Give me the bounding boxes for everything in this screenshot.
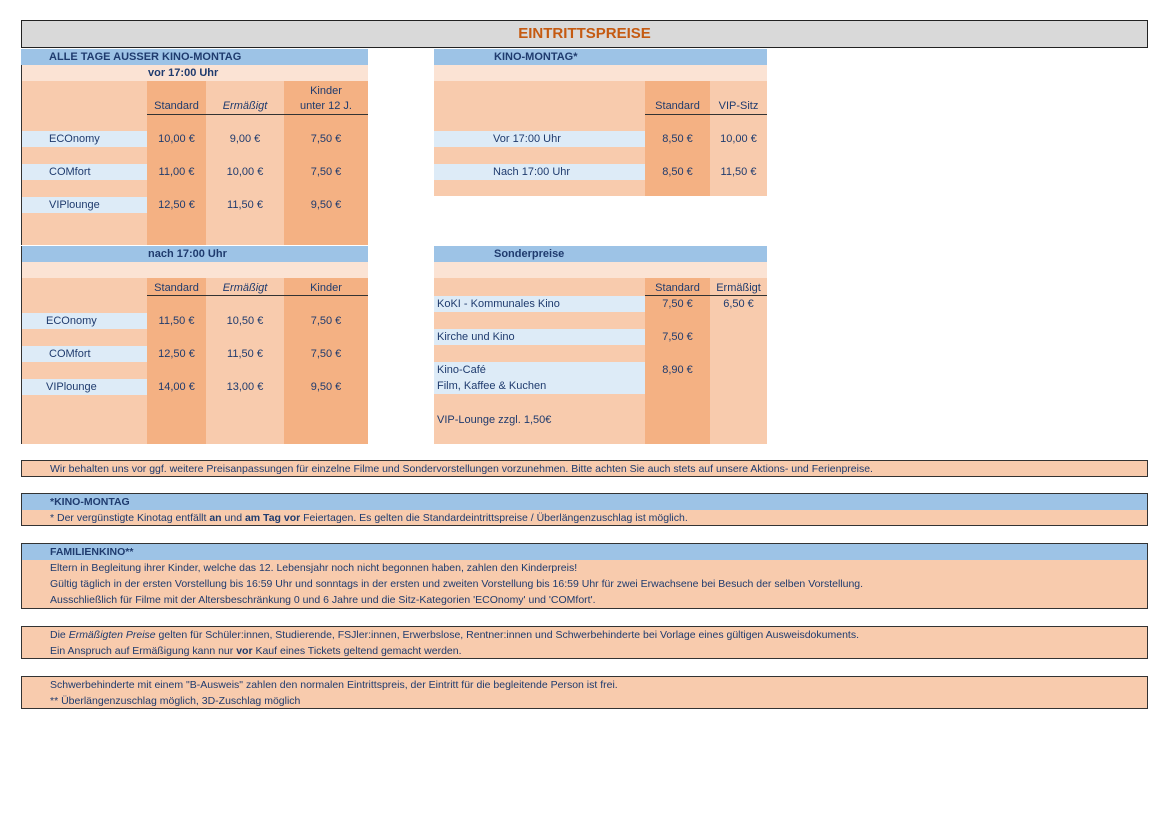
col-kids: Kinder xyxy=(310,85,342,97)
text-bold: an xyxy=(209,512,222,524)
price: 7,50 € xyxy=(310,348,342,360)
kino-montag-note xyxy=(21,493,1148,526)
note-title: FAMILIENKINO** xyxy=(50,546,134,558)
cafe-subtitle: Film, Kaffee & Kuchen xyxy=(437,380,547,392)
price: 7,50 € xyxy=(310,315,342,327)
row-name: Vor 17:00 Uhr xyxy=(493,133,561,145)
note-text xyxy=(50,644,462,658)
note-text: Gültig täglich in der ersten Vorstellung bis 16:59 Uhr und sonntags in der ersten und zweiten Vorstellung bis 16:59 Uhr für zwei Erwachsene bei Besuch der selben Vorstellung. xyxy=(50,578,864,590)
text-span: Kauf eines Tickets geltend gemacht werden. xyxy=(252,645,462,657)
text-italic: Ermäßigten Preise xyxy=(68,629,156,641)
note-header-bar xyxy=(22,494,1147,510)
note-text: Ausschließlich für Filme mit der Altersbeschränkung 0 und 6 Jahre und die Sitz-Kategorien 'ECOnomy' und 'COMfort'. xyxy=(50,594,596,606)
text-span: Die xyxy=(50,629,69,641)
col-reduced: Ermäßigt xyxy=(716,282,761,294)
price: 9,00 € xyxy=(229,133,261,145)
price: 14,00 € xyxy=(158,381,195,393)
price: 11,50 € xyxy=(158,315,195,327)
price: 9,50 € xyxy=(310,199,342,211)
price: 8,50 € xyxy=(662,133,693,145)
col-vip: VIP-Sitz xyxy=(718,100,759,112)
price: 11,00 € xyxy=(158,166,195,178)
price: 9,50 € xyxy=(310,381,342,393)
col-kids: Kinder xyxy=(310,282,342,294)
price: 7,50 € xyxy=(310,133,342,145)
familienkino-note xyxy=(21,543,1148,609)
col-standard: Standard xyxy=(655,100,700,112)
col-kids-age: unter 12 J. xyxy=(300,100,352,112)
col-reduced: Ermäßigt xyxy=(222,282,268,294)
reduced-prices-note xyxy=(21,626,1148,659)
note-header-bar xyxy=(22,544,1147,560)
text-span: Ein Anspruch auf Ermäßigung kann nur xyxy=(50,645,237,657)
price: 10,00 € xyxy=(226,166,264,178)
divider xyxy=(147,114,368,115)
row-name: VIPlounge xyxy=(46,381,97,393)
row-name: COMfort xyxy=(49,348,91,360)
text-bold: am Tag vor xyxy=(244,512,301,524)
col-standard: Standard xyxy=(655,282,700,294)
divider xyxy=(147,295,368,296)
band xyxy=(21,262,368,278)
price: 8,90 € xyxy=(662,364,693,376)
text-span: * Der vergünstigte Kinotag entfällt xyxy=(50,512,210,524)
general-note xyxy=(21,460,1148,477)
note-title: *KINO-MONTAG xyxy=(50,496,130,508)
divider xyxy=(645,295,767,296)
price: 12,50 € xyxy=(158,199,195,211)
note-text: Wir behalten uns vor ggf. weitere Preisanpassungen für einzelne Filme und Sondervorstellungen vorzunehmen. Bitte achten Sie auch stets auf unsere Aktions- und Ferienpreise. xyxy=(50,463,873,475)
band xyxy=(434,262,767,278)
price: 8,50 € xyxy=(662,166,693,178)
disabled-note xyxy=(21,676,1148,709)
kids-column xyxy=(284,278,368,444)
price: 10,00 € xyxy=(158,133,195,145)
kino-montag-header: KINO-MONTAG* xyxy=(434,49,767,65)
col-standard: Standard xyxy=(154,100,199,112)
text-bold: vor xyxy=(236,645,253,657)
before-label: vor 17:00 Uhr xyxy=(148,67,219,79)
special-header: Sonderpreise xyxy=(434,246,767,262)
row-name: ECOnomy xyxy=(49,133,100,145)
note-text: ** Überlängenzuschlag möglich, 3D-Zuschlag möglich xyxy=(50,695,301,707)
cafe-label: Kino-Café xyxy=(437,364,486,376)
text-span: gelten für Schüler:innen, Studierende, FSJler:innen, Erwerbslose, Rentner:innen und Schwerbehinderte bei Vorlage eines gültigen Ausweisdokuments. xyxy=(155,629,859,641)
note-text xyxy=(50,511,688,525)
vip-lounge-note: VIP-Lounge zzgl. 1,50€ xyxy=(437,414,552,426)
price: 7,50 € xyxy=(662,298,693,310)
note-text: Schwerbehinderte mit einem "B-Ausweis" zahlen den normalen Eintrittspreis, der Eintritt für die begleitende Person ist frei. xyxy=(50,679,618,691)
price: 7,50 € xyxy=(310,166,342,178)
price: 10,50 € xyxy=(226,315,264,327)
col-standard: Standard xyxy=(154,282,199,294)
price: 13,00 € xyxy=(226,381,264,393)
page-title: EINTRITTSPREISE xyxy=(21,20,1148,48)
price: 11,50 € xyxy=(227,199,263,211)
row-name: COMfort xyxy=(49,166,91,178)
koki-label: KoKI - Kommunales Kino xyxy=(437,298,560,310)
all-days-header: ALLE TAGE AUSSER KINO-MONTAG xyxy=(21,49,368,65)
row-name: VIPlounge xyxy=(49,199,100,211)
price: 11,50 € xyxy=(720,166,757,178)
note-text: Eltern in Begleitung ihrer Kinder, welche das 12. Lebensjahr noch nicht begonnen haben, zahlen den Kinderpreis! xyxy=(50,562,578,574)
price: 7,50 € xyxy=(662,331,693,343)
standard-column xyxy=(147,278,206,444)
row-name: ECOnomy xyxy=(46,315,97,327)
text-span: Feiertagen. Es gelten die Standardeintrittspreise / Überlängenzuschlag ist möglich. xyxy=(300,512,688,524)
text-span: und xyxy=(221,512,245,524)
row-name: Nach 17:00 Uhr xyxy=(493,166,571,178)
note-text xyxy=(50,628,859,642)
divider xyxy=(645,114,767,115)
price: 6,50 € xyxy=(723,298,754,310)
after-label: nach 17:00 Uhr xyxy=(148,248,227,260)
band xyxy=(434,65,767,81)
kirche-label: Kirche und Kino xyxy=(437,331,515,343)
price: 12,50 € xyxy=(158,348,195,360)
price: 10,00 € xyxy=(720,133,757,145)
col-reduced: Ermäßigt xyxy=(222,100,268,112)
price: 11,50 € xyxy=(227,348,263,360)
